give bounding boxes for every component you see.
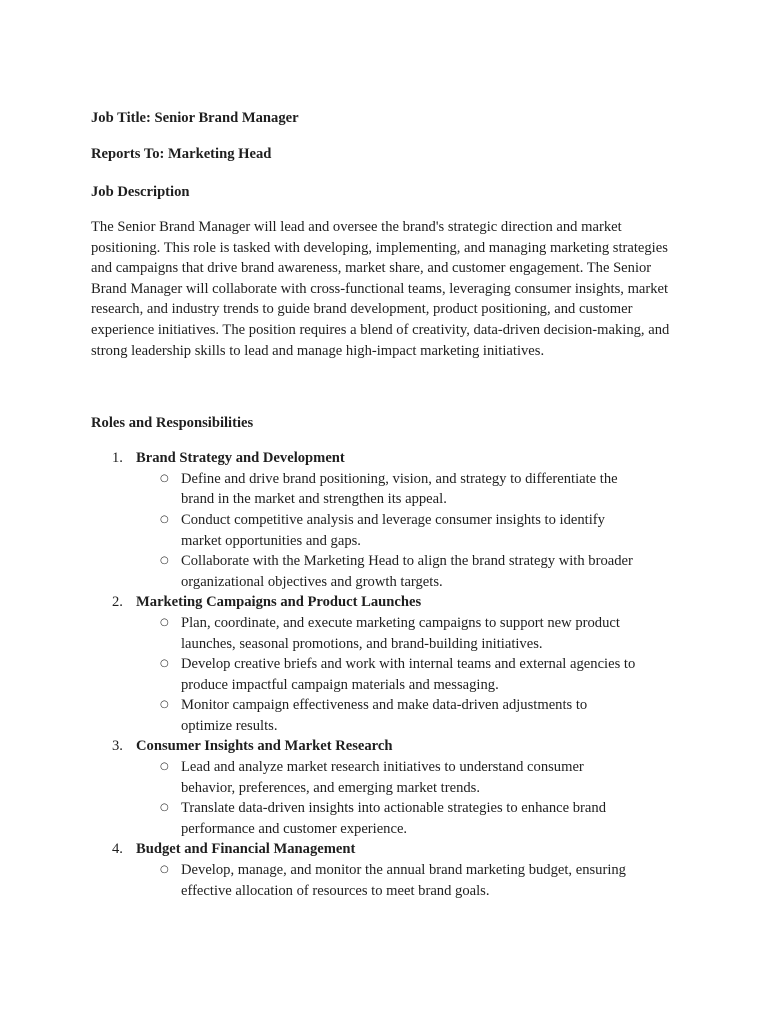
bullet-text: Conduct competitive analysis and leverage consumer insights to identify market opportunities and gaps. [181,511,605,549]
reports-to: Reports To: Marketing Head [91,146,272,162]
section-title: Budget and Financial Management [136,841,356,858]
roles-heading: Roles and Responsibilities [91,415,254,432]
section-title: Brand Strategy and Development [136,450,345,467]
section-brand-strategy [91,448,681,592]
job-description-heading: Job Description [91,184,190,200]
hollow-circle-bullet-icon: ○ [160,472,169,484]
section-marketing-campaigns [91,592,681,736]
bullet-text: Develop creative briefs and work with internal teams and external agencies to produce impactful campaign materials and messaging. [181,656,636,693]
section-number: 4. [112,841,123,858]
list-item [136,798,641,839]
list-item [136,654,641,695]
hollow-circle-bullet-icon: ○ [160,616,169,628]
section-title: Consumer Insights and Market Research [136,738,393,755]
bullet-text: Translate data-driven insights into actionable strategies to enhance brand performance and customer experience. [181,800,606,837]
bullet-text: Collaborate with the Marketing Head to align the brand strategy with broader organizational objectives and growth targets. [181,553,633,590]
hollow-circle-bullet-icon: ○ [160,658,169,670]
bullet-list [136,757,681,839]
list-item [136,469,641,510]
responsibilities-list [91,448,681,901]
hollow-circle-bullet-icon: ○ [160,699,169,711]
list-item [136,757,641,798]
bullet-text: Plan, coordinate, and execute marketing campaigns to support new product launches, seasonal promotions, and brand-building initiatives. [181,614,620,652]
hollow-circle-bullet-icon: ○ [160,555,169,567]
job-description-paragraph: The Senior Brand Manager will lead and oversee the brand's strategic direction and market positioning. This role is tasked with developing, implementing, and managing marketing strategies and campaigns that drive brand awareness, market share, and customer engagement. The Senior Brand Manager will collaborate with cross-functional teams, leveraging consumer insights, market research, and industry trends to guide brand development, product positioning, and customer experience initiatives. The position requires a blend of creativity, data-driven decision-making, and strong leadership skills to lead and manage high-impact marketing initiatives. [91,219,670,359]
document-page [91,108,681,901]
list-item [136,551,641,592]
bullet-text: Monitor campaign effectiveness and make data-driven adjustments to optimize results. [181,697,588,734]
list-item [136,695,641,736]
hollow-circle-bullet-icon: ○ [160,761,169,773]
section-budget-financial [91,839,681,901]
bullet-list [136,469,681,593]
hollow-circle-bullet-icon: ○ [160,864,169,876]
section-number: 1. [112,450,123,467]
section-title: Marketing Campaigns and Product Launches [136,594,422,611]
list-item [136,613,641,654]
bullet-text: Develop, manage, and monitor the annual brand marketing budget, ensuring effective allocation of resources to meet brand goals. [181,862,626,899]
section-consumer-insights [91,736,681,839]
section-number: 3. [112,738,123,755]
bullet-list [136,613,681,737]
job-title: Job Title: Senior Brand Manager [91,110,299,126]
hollow-circle-bullet-icon: ○ [160,802,169,814]
section-number: 2. [112,594,123,611]
bullet-text: Define and drive brand positioning, vision, and strategy to differentiate the brand in the market and strengthen its appeal. [181,470,618,508]
bullet-list [136,860,681,901]
list-item [136,510,641,551]
bullet-text: Lead and analyze market research initiatives to understand consumer behavior, preferences, and emerging market trends. [181,759,584,796]
list-item [136,860,641,901]
hollow-circle-bullet-icon: ○ [160,513,169,525]
